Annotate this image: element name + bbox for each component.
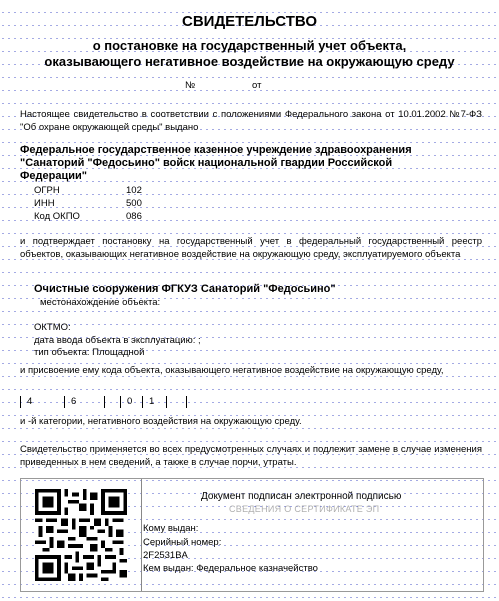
code-cell-5: 1 [142,396,169,408]
signature-title: Документ подписан электронной подписью [201,491,402,502]
document-subtitle-line2: оказывающего негативное воздействие на окружающую среду [44,54,455,69]
document-title: СВИДЕТЕЛЬСТВО [182,13,317,30]
category-text: и -й категории, негативного воздействия на окружающую среду. [20,416,302,427]
certificate-info-heading: СВЕДЕНИЯ О СЕРТИФИКАТЕ ЭП [229,504,380,514]
object-name: Очистные сооружения ФГКУЗ Санаторий "Федосьино" [34,283,336,295]
ogrn-value: 102 [126,185,142,196]
commissioning-date-label: дата ввода объекта в эксплуатацию: ; [34,335,201,346]
validity-text: Свидетельство применяется во всех предусмотренных случаях и подлежит замене в случае изменения приведенных в нем сведений, а также в случае порчи, утраты. [20,444,482,468]
electronic-signature-stamp [20,478,484,592]
serial-number-value: 2F2531BA [143,550,188,561]
code-cell-2: 6 [64,396,111,408]
inn-value: 500 [126,198,142,209]
confirm-text: и подтверждает постановку на государственный учет в федеральный государственный реестр объектов, оказывающих негативное воздействие на окружающую среду, эксплуатируемого объекта [20,236,482,260]
issued-to-label: Кому выдан: [143,523,199,534]
number-label: № [185,80,196,91]
okpo-label: Код ОКПО [34,211,80,222]
ogrn-label: ОГРН [34,185,60,196]
oktmo-label: ОКТМО: [34,322,71,333]
stamp-divider [141,479,142,591]
object-code-row [20,396,486,408]
okpo-value: 086 [126,211,142,222]
inn-label: ИНН [34,198,55,209]
code-cell-4: 0 [120,396,147,408]
qr-code-icon [35,489,127,581]
organization-name-line2: "Санаторий "Федосьино" войск национальной гвардии Российской [20,157,393,169]
object-type-label: тип объекта: Площадной [34,347,145,358]
issued-by-label: Кем выдан: Федеральное казначейство [143,563,318,574]
organization-name-line1: Федеральное государственное казенное учреждение здравоохранения [20,144,412,156]
code-cell-6 [166,396,193,408]
document-subtitle-line1: о постановке на государственный учет объекта, [92,38,407,53]
code-assign-text: и присвоение ему кода объекта, оказывающего негативное воздействие на окружающую среду, [20,365,444,376]
organization-name-line3: Федерации" [20,170,87,182]
object-location-label: местонахождение объекта: [40,297,161,308]
serial-number-label: Серийный номер: [143,537,222,548]
code-cell-end [186,396,188,408]
intro-text: Настоящее свидетельство в соответствии с положениями Федерального закона от 10.01.2002 №7-ФЗ "Об охране окружающей среды" выдано [20,109,482,133]
date-label: от [252,80,262,91]
code-cell-1: 4 [20,396,97,408]
